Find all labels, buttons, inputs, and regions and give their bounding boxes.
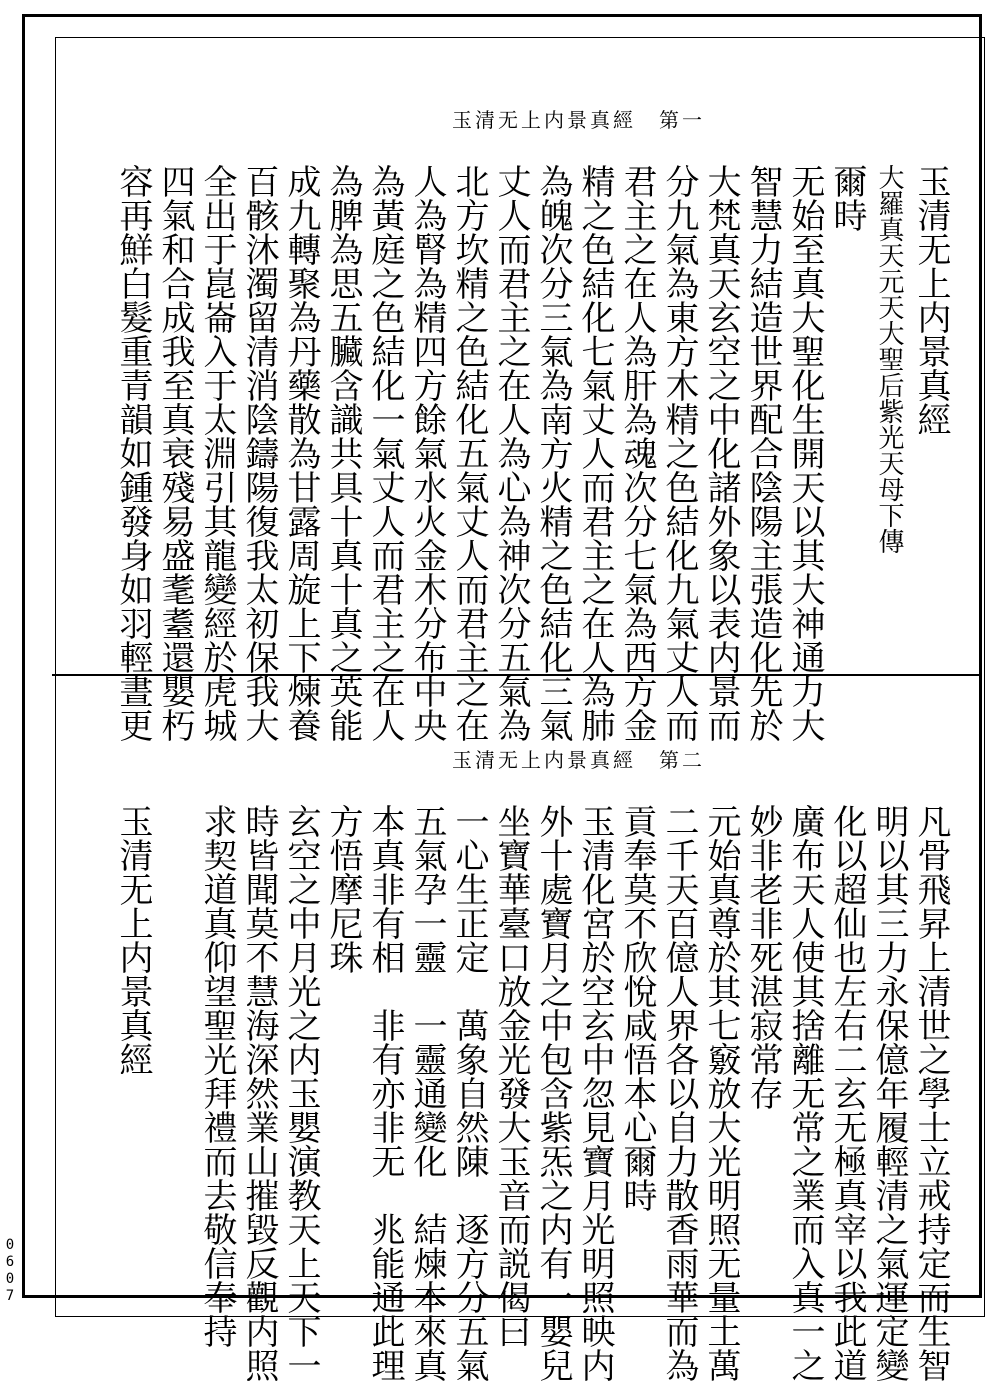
text-column: 容再鮮白髮重青韻如鍾發身如羽輕晝更	[113, 164, 153, 742]
text-column: 智慧力結造世界配合陰陽主張造化先於	[743, 164, 783, 742]
text-column: 人為腎為精四方餘氣水火金木分布中央	[407, 164, 447, 742]
text-column: 一心生正定 萬象自然陳 逐方分五氣	[449, 804, 489, 1382]
text-column: 為魄次分三氣為南方火精之色結化三氣	[533, 164, 573, 742]
text-column: 化以超仙也左右二玄无極真宰以我此道	[827, 804, 867, 1382]
top-page-text-columns	[82, 164, 952, 742]
text-column: 為脾為思五臟含識共具十真十真之英能	[323, 164, 363, 742]
text-column: 玄空之中月光之内玉嬰演教天上天下一	[281, 804, 321, 1382]
text-column: 大羅真天元天大聖后紫光天母下傳	[874, 164, 904, 554]
text-column: 坐寶華臺口放金光發大玉音而説偈曰	[491, 804, 531, 1348]
text-column: 全出于崑崙入于太淵引其龍變經於虎城	[197, 164, 237, 742]
text-column: 玉清无上内景真經	[113, 804, 153, 1076]
text-column: 成九轉聚為丹藥散為甘露周旋上下煉養	[281, 164, 321, 742]
text-column: 分九氣為東方木精之色結化九氣丈人而	[659, 164, 699, 742]
text-column: 君主之在人為肝為魂次分七氣為西方金	[617, 164, 657, 742]
bottom-page-header: 玉清无上内景真經 第二	[452, 748, 705, 772]
text-column: 百骸沐濁留清消陰鑄陽復我太初保我大	[239, 164, 279, 742]
page-side-number: 0607	[2, 1237, 18, 1305]
text-column: 北方坎精之色結化五氣丈人而君主之在	[449, 164, 489, 742]
text-column: 元始真尊於其七竅放大光明照无量土萬	[701, 804, 741, 1382]
text-column: 爾時	[827, 164, 867, 232]
text-column: 為黃庭之色結化一氣丈人而君主之在人	[365, 164, 405, 742]
text-column: 大梵真天玄空之中化諸外象以表内景而	[701, 164, 741, 742]
text-column: 四氣和合成我至真衰殘易盛耄耋還嬰朽	[155, 164, 195, 742]
text-column: 精之色結化七氣丈人而君主之在人為肺	[575, 164, 615, 742]
top-page	[52, 34, 982, 742]
top-page-header: 玉清无上内景真經 第一	[452, 108, 705, 132]
text-column: 丈人而君主之在人為心為神次分五氣為	[491, 164, 531, 742]
text-column: 玉清化宮於空玄中忽見寶月光明照映内	[575, 804, 615, 1382]
text-column: 時皆聞莫不慧海深然業山摧毀反觀内照	[239, 804, 279, 1382]
text-column: 外十處寶月之中包含紫炁之内有一嬰兒	[533, 804, 573, 1382]
sheet	[52, 34, 982, 1382]
text-column: 明以其三力永保億年履輕清之氣運定變	[869, 804, 909, 1382]
bottom-page-text-columns	[82, 804, 952, 1382]
text-column: 廣布天人使其捨離无常之業而入真一之	[785, 804, 825, 1382]
text-column: 玉清无上内景真經	[911, 164, 951, 436]
text-column: 无始至真大聖化生開天以其大神通力大	[785, 164, 825, 742]
text-column: 五氣孕一靈 一靈通變化 結煉本來真	[407, 804, 447, 1382]
text-column: 方悟摩尼珠	[323, 804, 363, 974]
text-column: 貢奉莫不欣悅咸悟本心爾時	[617, 804, 657, 1212]
bottom-page	[52, 674, 982, 1382]
text-column: 凡骨飛昇上清世之學士立戒持定而生智	[911, 804, 951, 1382]
text-column	[156, 804, 196, 1308]
text-column: 二千天百億人界各以自力散香雨華而為	[659, 804, 699, 1382]
text-column: 本真非有相 非有亦非无 兆能通此理	[365, 804, 405, 1382]
text-column: 求契道真仰望聖光拜禮而去敬信奉持	[197, 804, 237, 1348]
text-column: 妙非老非死湛寂常存	[743, 804, 783, 1110]
